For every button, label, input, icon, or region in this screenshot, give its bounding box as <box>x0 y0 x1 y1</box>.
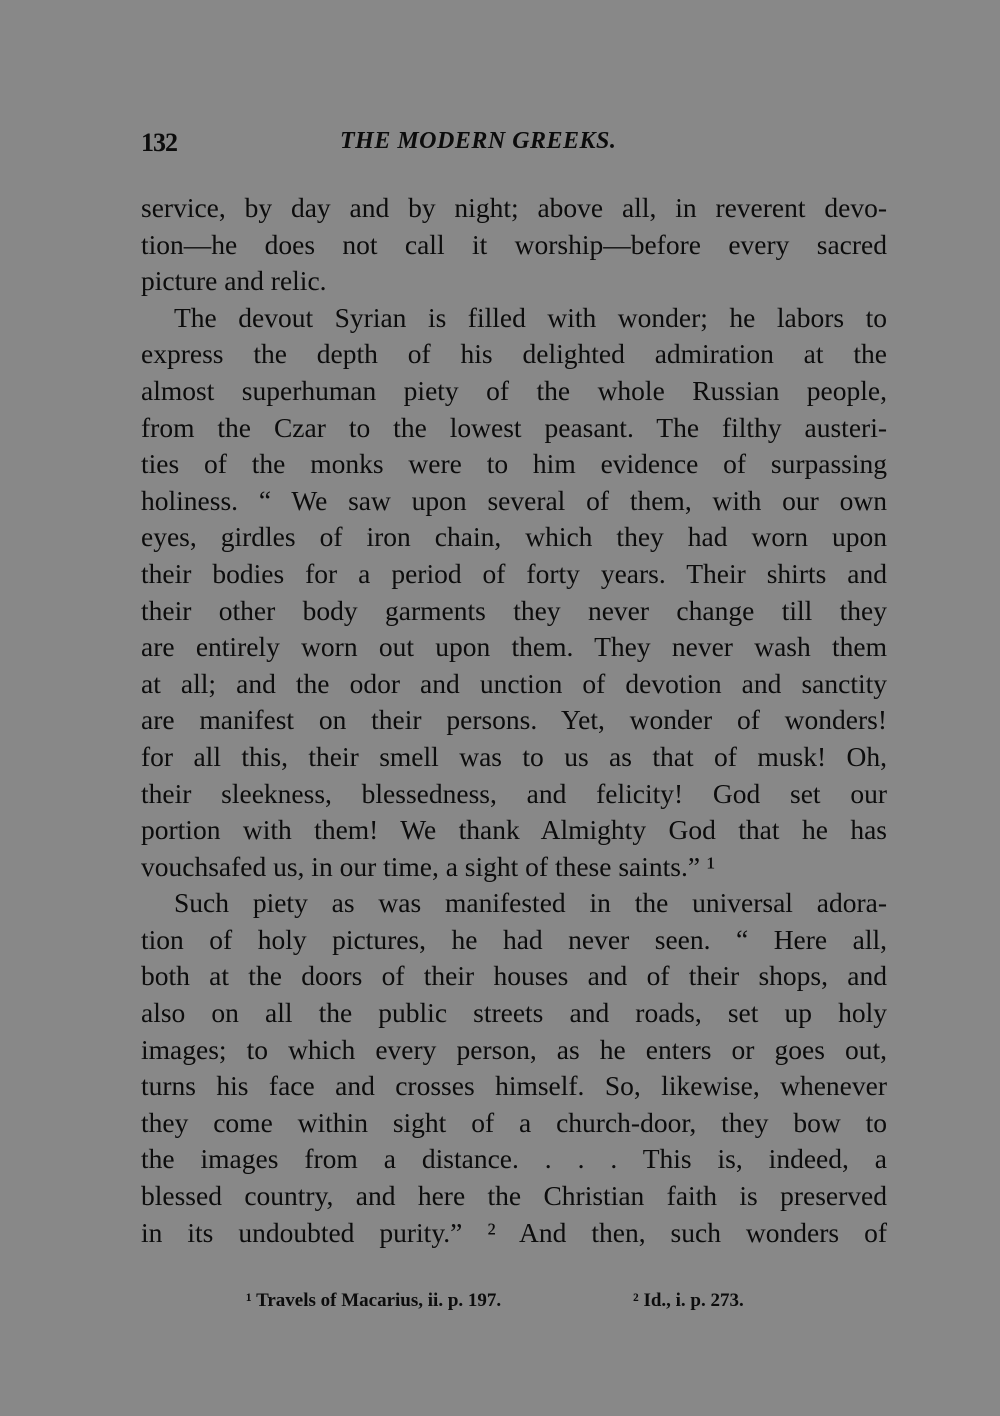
page-number: 132 <box>141 128 177 157</box>
body-text <box>141 190 887 1251</box>
text-line: almost superhuman piety of the whole Russian people, <box>141 374 887 406</box>
text-line: in its undoubted purity.” ² And then, such wonders of <box>141 1216 887 1248</box>
text-line: tion of holy pictures, he had never seen. “ Here all, <box>141 923 887 955</box>
footnote-1: ¹ Travels of Macarius, ii. p. 197. <box>246 1290 502 1311</box>
text-line: tion—he does not call it worship—before every sacred <box>141 228 887 260</box>
text-line: they come within sight of a church-door, they bow to <box>141 1106 887 1138</box>
text-line: The devout Syrian is filled with wonder; he labors to <box>174 301 887 333</box>
text-line: images; to which every person, as he enters or goes out, <box>141 1033 887 1065</box>
text-line: their bodies for a period of forty years. Their shirts and <box>141 557 887 589</box>
text-line: for all this, their smell was to us as that of musk! Oh, <box>141 740 887 772</box>
text-line: from the Czar to the lowest peasant. The filthy austeri- <box>141 411 887 443</box>
text-line: blessed country, and here the Christian faith is preserved <box>141 1180 887 1212</box>
text-line: at all; and the odor and unction of devotion and sanctity <box>141 667 887 699</box>
text-line: service, by day and by night; above all, in reverent devo- <box>141 192 887 223</box>
text-line: their sleekness, blessedness, and felicity! God set our <box>141 777 887 809</box>
page-header <box>141 128 701 164</box>
text-line: portion with them! We thank Almighty God that he has <box>141 814 887 846</box>
text-line: also on all the public streets and roads, set up holy <box>141 997 887 1029</box>
text-line: the images from a distance. . . . This is, indeed, a <box>141 1143 887 1175</box>
text-line: express the depth of his delighted admiration at the <box>141 338 887 370</box>
text-line: picture and relic. <box>141 265 327 297</box>
footnotes <box>246 1290 806 1320</box>
text-line: are entirely worn out upon them. They never wash them <box>141 631 887 663</box>
text-line: their other body garments they never change till they <box>141 594 887 626</box>
text-line: eyes, girdles of iron chain, which they had worn upon <box>141 521 887 553</box>
text-line: turns his face and crosses himself. So, likewise, whenever <box>141 1070 887 1102</box>
text-line: Such piety as was manifested in the universal adora- <box>174 887 887 919</box>
text-line: both at the doors of their houses and of their shops, and <box>141 960 887 992</box>
text-line: are manifest on their persons. Yet, wonder of wonders! <box>141 704 887 736</box>
text-line: vouchsafed us, in our time, a sight of these saints.” ¹ <box>141 850 716 882</box>
running-title: THE MODERN GREEKS. <box>340 128 617 154</box>
footnote-2: ² Id., i. p. 273. <box>633 1290 744 1311</box>
text-line: ties of the monks were to him evidence of surpassing <box>141 448 887 480</box>
text-line: holiness. “ We saw upon several of them, with our own <box>141 484 887 516</box>
